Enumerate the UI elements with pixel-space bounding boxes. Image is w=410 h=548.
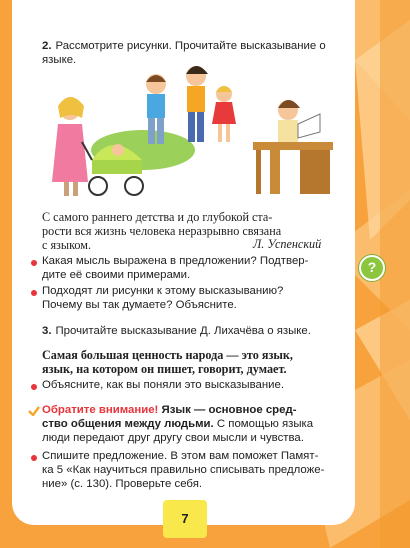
question-2-line-1: Подходят ли рисунки к этому высказыванию? xyxy=(42,285,284,297)
attention-line-1: Обратите внимание! Язык — основное сред- xyxy=(42,404,297,416)
bullet-dot xyxy=(31,455,37,461)
quote-1-line-2: рости вся жизнь человека неразрывно связана xyxy=(42,224,282,238)
children-illustration xyxy=(48,62,338,202)
page-number: 7 xyxy=(163,500,207,538)
question-1-line-1: Какая мысль выражена в предложении? Подтвер- xyxy=(42,255,309,267)
quote-1-author: Л. Успенский xyxy=(253,237,322,251)
boy-reading-at-desk xyxy=(253,100,333,194)
question-2-line-2: Почему вы так думаете? Объясните. xyxy=(42,299,237,311)
copy-task-line-3: ние» (с. 130). Проверьте себя. xyxy=(42,478,203,490)
question-1-line-2: дите её своими примерами. xyxy=(42,269,191,281)
two-children-talking xyxy=(146,66,236,144)
bullet-dot xyxy=(31,290,37,296)
copy-task-line-2: ка 5 «Как научиться правильно списывать предложе- xyxy=(42,464,325,476)
task-2-line-1: 2. Рассмотрите рисунки. Прочитайте высказывание о xyxy=(42,40,326,52)
question-badge xyxy=(359,255,385,281)
pointing-hand-icon xyxy=(28,404,40,416)
quote-2-line-2: язык, на котором он пишет, говорит, думает. xyxy=(42,362,287,376)
bullet-dot xyxy=(31,260,37,266)
bullet-dot xyxy=(31,384,37,390)
task-2-line-2: языке. xyxy=(42,54,77,66)
question-icon: ? xyxy=(367,259,377,275)
copy-task-line-1: Спишите предложение. В этом вам поможет Памят- xyxy=(42,450,319,462)
explain-line: Объясните, как вы поняли это высказывание. xyxy=(42,379,284,391)
quote-1-line-1: С самого раннего детства и до глубокой ста- xyxy=(42,210,273,224)
quote-2-line-1: Самая большая ценность народа — это язык, xyxy=(42,348,293,362)
attention-line-3: люди передают друг другу свои мысли и чувства. xyxy=(42,432,304,444)
quote-1-line-3: с языком. xyxy=(42,238,91,252)
task-3-line: 3. Прочитайте высказывание Д. Лихачёва о языке. xyxy=(42,325,311,337)
attention-line-2: ство общения между людьми. С помощью языка xyxy=(42,418,314,430)
